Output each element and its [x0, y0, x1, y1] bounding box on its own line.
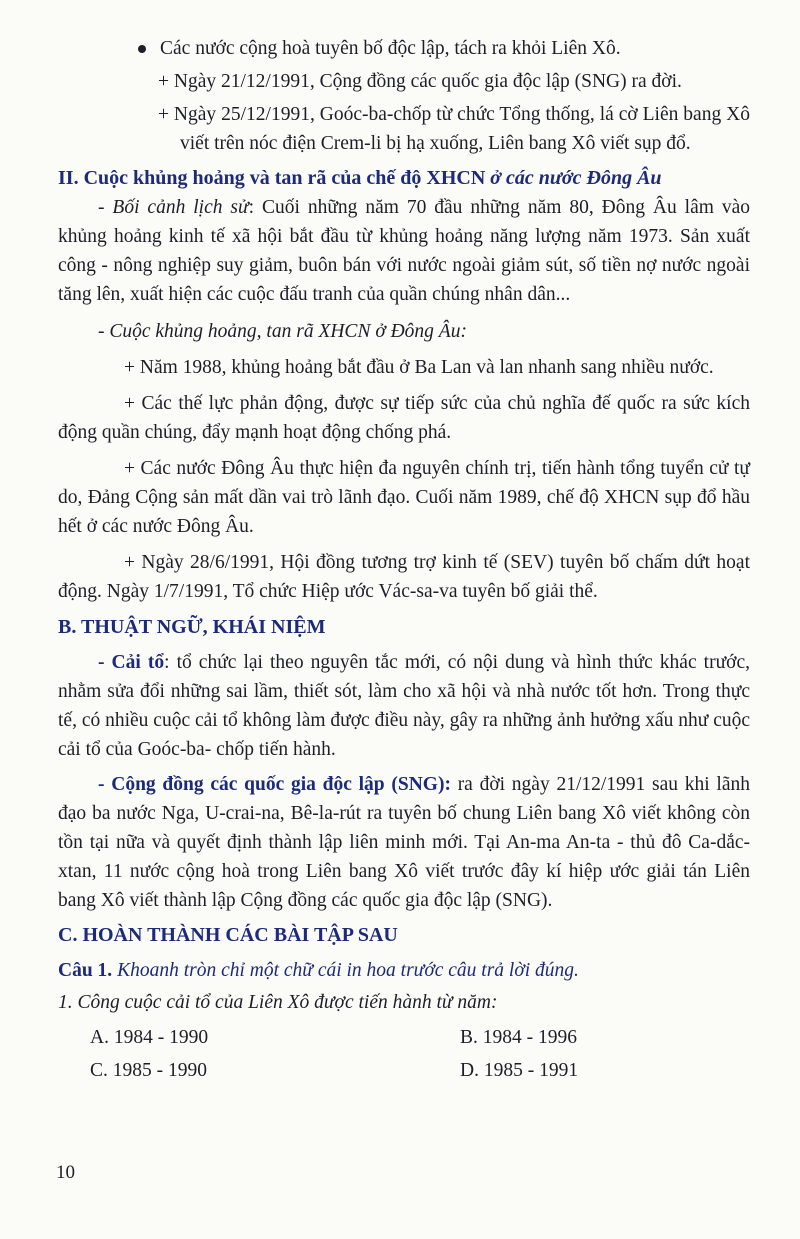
- page-number: 10: [56, 1162, 75, 1183]
- answer-options: [58, 1021, 750, 1087]
- section-b-heading: B. THUẬT NGỮ, KHÁI NIỆM: [58, 616, 326, 638]
- crisis-item-1: + Năm 1988, khủng hoảng bắt đầu ở Ba Lan và lan nhanh sang nhiều nước.: [124, 357, 714, 378]
- term-sng-label: - Cộng đồng các quốc gia độc lập (SNG):: [98, 774, 451, 795]
- context-label: - Bối cảnh lịch sử: [98, 197, 249, 218]
- term-sng-definition: ra đời ngày 21/12/1991 sau khi lãnh đạo ba nước Nga, U-crai-na, Bê-la-rút ra tuyên bố chung Liên bang Xô viết không còn tồn tại nữa và quyết định thành lập liên minh mới. Tại An-ma An-ta - thủ đô Ca-dắc-xtan, 11 nước cộng hoà trong Liên bang Xô viết trước đây kí hiệp ước giải tán Liên bang Xô viết thành lập Cộng đồng các quốc gia độc lập (SNG).: [58, 774, 750, 911]
- term-cai-to: [58, 648, 750, 764]
- plus-item-sng: + Ngày 21/12/1991, Cộng đồng các quốc gia độc lập (SNG) ra đời.: [158, 71, 682, 92]
- section-ii-heading-italic: ở các nước Đông Âu: [490, 167, 662, 189]
- option-b[interactable]: B. 1984 - 1996: [460, 1027, 577, 1048]
- section-ii-heading: [58, 164, 750, 193]
- section-c-heading: C. HOÀN THÀNH CÁC BÀI TẬP SAU: [58, 924, 398, 946]
- crisis-label: - Cuộc khủng hoảng, tan rã XHCN ở Đông Âu:: [98, 321, 467, 342]
- section-ii-heading-prefix: II. Cuộc khủng hoảng và tan rã của chế độ XHCN: [58, 167, 491, 189]
- crisis-item-2: + Các thế lực phản động, được sự tiếp sức của chủ nghĩa đế quốc ra sức kích động quần chúng, đẩy mạnh hoạt động chống phá.: [58, 393, 750, 443]
- plus-item-collapse: + Ngày 25/12/1991, Goóc-ba-chốp từ chức Tổng thống, lá cờ Liên bang Xô viết trên nóc điện Crem-li bị hạ xuống, Liên bang Xô viết sụp đổ.: [158, 104, 750, 154]
- question-1-instruction: Khoanh tròn chỉ một chữ cái in hoa trước câu trả lời đúng.: [112, 960, 579, 981]
- term-sng: [58, 770, 750, 915]
- term-cai-to-definition: : tổ chức lại theo nguyên tắc mới, có nội dung và hình thức khác trước, nhằm sửa đổi những sai lầm, thiết sót, làm cho xã hội và nhà nước tốt hơn. Trong thực tế, có nhiều cuộc cải tổ không làm được điều này, gây ra những ảnh hưởng xấu như cuộc cải tổ của Goóc-ba- chốp tiến hành.: [58, 652, 750, 760]
- crisis-item-3: + Các nước Đông Âu thực hiện đa nguyên chính trị, tiến hành tổng tuyển cử tự do, Đảng Cộng sản mất dần vai trò lãnh đạo. Cuối năm 1989, chế độ XHCN sụp đổ hầu hết ở các nước Đông Âu.: [58, 458, 750, 537]
- bullet-dot-icon: [138, 45, 146, 53]
- question-1: [58, 956, 750, 985]
- option-a[interactable]: A. 1984 - 1990: [90, 1027, 209, 1048]
- crisis-item-4: + Ngày 28/6/1991, Hội đồng tương trợ kinh tế (SEV) tuyên bố chấm dứt hoạt động. Ngày 1/7/1991, Tổ chức Hiệp ước Vác-sa-va tuyên bố giải thể.: [58, 552, 750, 602]
- context-text: : Cuối những năm 70 đầu những năm 80, Đông Âu lâm vào khủng hoảng kinh tế xã hội bắt đầu từ khủng hoảng năng lượng năm 1973. Sản xuất công - nông nghiệp suy giảm, buôn bán với nước ngoài giảm sút, số tiền nợ nước ngoài tăng lên, xuất hiện các cuộc đấu tranh của quần chúng nhân dân...: [58, 197, 750, 305]
- sub-question-1: 1. Công cuộc cải tổ của Liên Xô được tiến hành từ năm:: [58, 992, 498, 1013]
- top-bullet: [58, 34, 750, 63]
- context-paragraph: [58, 193, 750, 309]
- bullet-text: Các nước cộng hoà tuyên bố độc lập, tách ra khỏi Liên Xô.: [160, 38, 621, 59]
- term-cai-to-label: - Cải tổ: [98, 652, 165, 673]
- question-1-label: Câu 1.: [58, 960, 113, 981]
- option-c[interactable]: C. 1985 - 1990: [90, 1060, 207, 1081]
- option-d[interactable]: D. 1985 - 1991: [460, 1060, 579, 1081]
